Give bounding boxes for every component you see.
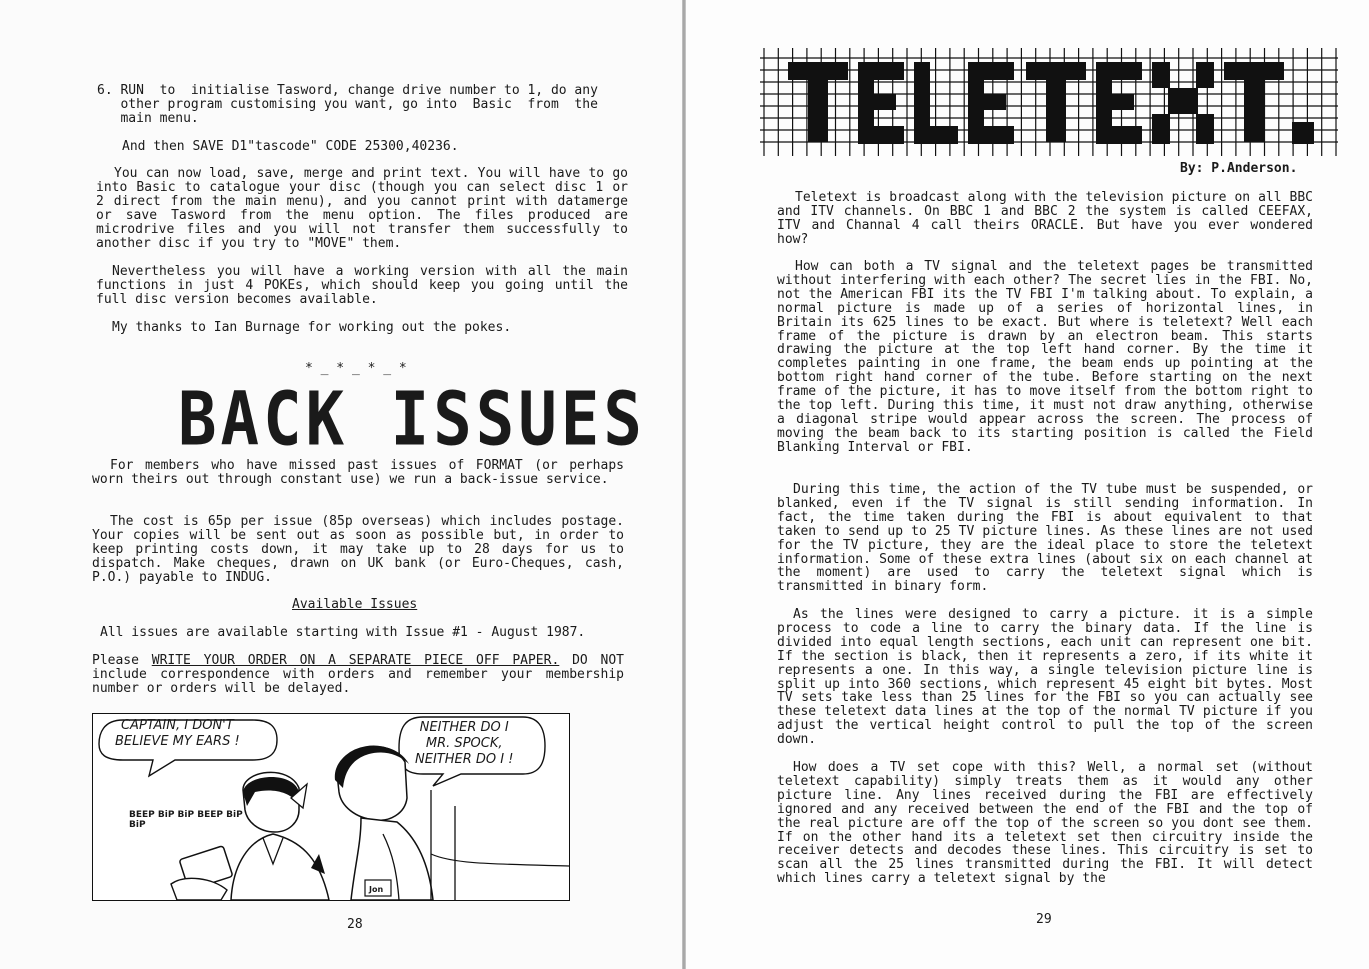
teletext-paragraph-5: How does a TV set cope with this? Well, a normal set (without teletext capability) simply treats them as it would any other picture line. Any lines received during the FBI are effectively ignored and any received between the end of the FBI and the top of the real picture are off the top of the screen so you dont see them. If on the other hand its a teletext set then circuitry inside the receiver detects and decodes these lines. This circuitry is set to scan all the 25 lines transmitted during the FBI. It will detect which lines carry a teletext signal by the: [777, 760, 1313, 887]
teletext-paragraph-1: Teletext is broadcast along with the television picture on all BBC and ITV channels. On BBC 1 and BBC 2 the system is called CEEFAX, ITV and Channal 4 call theirs ORACLE. But have you ever wondered how?: [777, 190, 1313, 247]
banner-letter-block: [1046, 62, 1066, 142]
step-6-line-3: main menu.: [97, 111, 199, 126]
comic-beep-sounds: BEEP BiP BiP BEEP BiP BiP: [129, 810, 243, 830]
paragraph-members: For members who have missed past issues of FORMAT (or perhaps worn theirs out through constant use) we run a back-issue service.: [92, 458, 624, 487]
comic-bubble-right: NEITHER DO I MR. SPOCK, NEITHER DO I !: [415, 720, 514, 767]
available-issues-line: All issues are available starting with Issue #1 - August 1987.: [100, 625, 586, 640]
teletext-title-text: TELETEXT.: [760, 48, 766, 49]
teletext-paragraph-2: How can both a TV signal and the teletext pages be transmitted without interfering with each other? The secret lies in the FBI. No, not the American FBI its the TV FBI I'm talking about. To explain, a normal picture is made up of a series of horizontal lines, in Britain its 625 lines to be exact. But where is teletext? Well each frame of the picture is drawn by an electron beam. This starts drawing the picture at the top left hand corner. By the time it completes painting in one frame, the beam ends up pointing at the bottom right hand corner of the tube. Before starting on the next frame of the picture, it has to move itself from the bottom right to the top left. During this time, it must not draw anything, otherwise a diagonal stripe would appear across the screen. The process of moving the beam back to its starting position is called the Field Blanking Interval or FBI.: [777, 259, 1313, 455]
comic-signature: Jon: [369, 885, 384, 894]
order-instructions: [92, 654, 624, 696]
banner-letter-block: [858, 126, 904, 144]
page-number-left: 28: [347, 917, 363, 932]
banner-letter-block: [968, 126, 1014, 144]
paragraph-nevertheless: Nevertheless you will have a working version with all the main functions in just 4 POKEs, which should keep you going until the full disc version becomes available.: [96, 264, 628, 307]
banner-letter-block: [1152, 114, 1170, 144]
star-trek-comic: [92, 713, 570, 901]
banner-letter-block: [968, 62, 1014, 80]
banner-letter-block: [808, 62, 828, 142]
thanks-line: My thanks to Ian Burnage for working out the pokes.: [112, 320, 512, 335]
banner-letter-block: [1196, 62, 1214, 88]
step-6-line-2: other program customising you want, go into Basic from the: [97, 97, 598, 112]
banner-letter-block: [1196, 114, 1214, 144]
banner-letter-block: [1292, 122, 1314, 144]
paragraph-cost: The cost is 65p per issue (85p overseas) which includes postage. Your copies will be sent out as soon as possible but, in order to keep printing costs down, it may take up to 28 days for us to dispatch. Make cheques, drawn on UK bank (or Euro-Cheques, cash, P.O.) payable to INDUG.: [92, 514, 624, 585]
banner-letter-block: [914, 126, 958, 144]
teletext-paragraph-4: As the lines were designed to carry a picture. it is a simple process to code a line to carry the binary data. If the line is divided into equal length sections, each unit can represent one bit. If the section is black, then it represents a zero, if its white it represents a one. In this way, a single television picture line is split up into 360 sections, which represent 45 eight bit bytes. Most TV sets take less than 25 lines for the FBI so you can actually see these teletext data lines at the top of the normal TV picture if you adjust the vertical height control to pull the top of the screen down.: [777, 607, 1313, 748]
order-suffix: DO NOT include correspondence with orders and remember your membership number or orders will be delayed.: [92, 653, 624, 696]
paragraph-load-save: You can now load, save, merge and print text. You will have to go into Basic to catalogue your disc (though you can select disc 1 or 2 direct from the main menu), and you cannot print with datamerge or save Tasword from the menu option. The files produced are microdrive files and you will not transfer them successfully to another disc if you try to "MOVE" them.: [96, 166, 628, 251]
banner-letter-block: [1096, 126, 1142, 144]
banner-letter-block: [1096, 62, 1142, 80]
left-page: [0, 0, 682, 969]
order-underlined-instruction: WRITE YOUR ORDER ON A SEPARATE PIECE OFF PAPER.: [151, 653, 560, 668]
byline: By: P.Anderson.: [1180, 161, 1298, 176]
teletext-paragraph-3: During this time, the action of the TV tube must be suspended, or blanked, even if the TV signal is still sending information. In fact, the time taken during the FBI is about equivalent to that taken to send up to 25 TV picture lines. As these lines are not used for the TV picture, they are the ideal place to store the teletext information. Some of these extra lines (about six on each channel at the moment) are used to carry the teletext signal which is transmitted in binary form.: [777, 482, 1313, 595]
banner-letter-block: [1168, 88, 1198, 114]
banner-letter-block: [1096, 94, 1134, 110]
teletext-title-banner: [760, 48, 1338, 156]
section-separator: * _ * _ * _ *: [305, 361, 407, 376]
banner-letter-block: [1152, 62, 1170, 88]
order-prefix: Please: [92, 653, 152, 668]
step-6-line-1: 6. RUN to initialise Tasword, change drive number to 1, do any: [97, 83, 598, 98]
banner-letter-block: [1244, 62, 1264, 142]
banner-letter-block: [968, 94, 1006, 110]
page-number-right: 29: [1036, 912, 1052, 927]
comic-bubble-left: CAPTAIN, I DON'T BELIEVE MY EARS !: [115, 718, 240, 749]
banner-letter-block: [858, 94, 896, 110]
save-command-line: And then SAVE D1"tascode" CODE 25300,40236.: [122, 139, 459, 154]
available-issues-title: Available Issues: [292, 597, 418, 612]
back-issues-heading: BACK ISSUES: [178, 378, 646, 464]
banner-letter-block: [858, 62, 904, 80]
